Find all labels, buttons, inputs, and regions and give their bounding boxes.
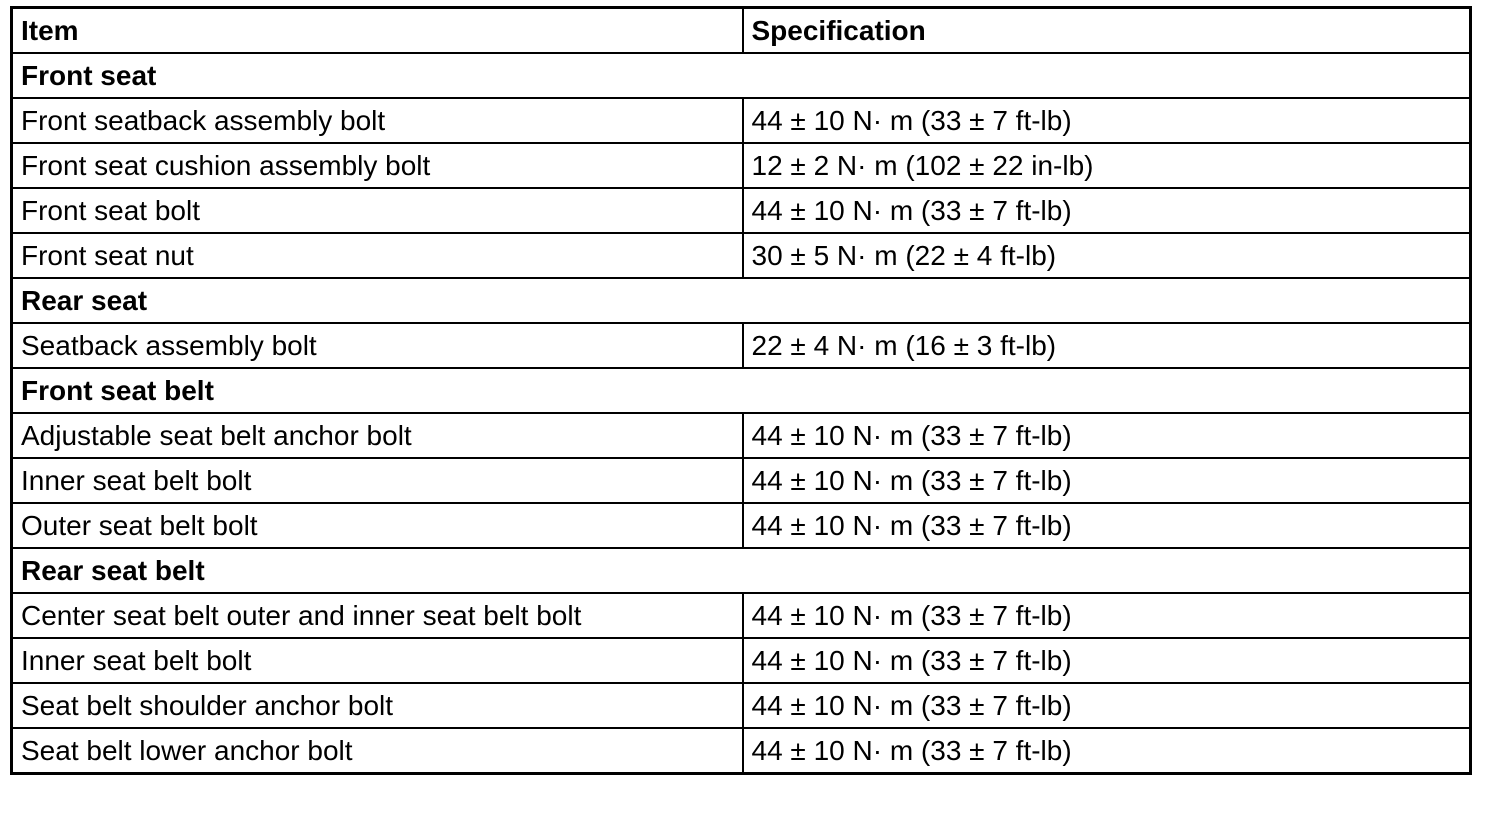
- spec-cell: 44 ± 10 N· m (33 ± 7 ft-lb): [743, 98, 1471, 143]
- table-row: [12, 593, 1471, 638]
- table-header-row: [12, 8, 1471, 54]
- section-title-front-seat-belt: Front seat belt: [12, 368, 1471, 413]
- item-cell: Inner seat belt bolt: [12, 638, 743, 683]
- table-row: [12, 143, 1471, 188]
- table-row: [12, 323, 1471, 368]
- item-cell: Front seat bolt: [12, 188, 743, 233]
- table-row: [12, 98, 1471, 143]
- item-cell: Center seat belt outer and inner seat belt bolt: [12, 593, 743, 638]
- spec-cell: 44 ± 10 N· m (33 ± 7 ft-lb): [743, 683, 1471, 728]
- item-cell: Seat belt lower anchor bolt: [12, 728, 743, 774]
- item-cell: Front seat cushion assembly bolt: [12, 143, 743, 188]
- spec-cell: 44 ± 10 N· m (33 ± 7 ft-lb): [743, 413, 1471, 458]
- spec-cell: 44 ± 10 N· m (33 ± 7 ft-lb): [743, 593, 1471, 638]
- spec-cell: 44 ± 10 N· m (33 ± 7 ft-lb): [743, 728, 1471, 774]
- table-row: [12, 728, 1471, 774]
- table-row: [12, 233, 1471, 278]
- section-title-rear-seat-belt: Rear seat belt: [12, 548, 1471, 593]
- item-cell: Seat belt shoulder anchor bolt: [12, 683, 743, 728]
- item-cell: Front seatback assembly bolt: [12, 98, 743, 143]
- item-cell: Adjustable seat belt anchor bolt: [12, 413, 743, 458]
- spec-cell: 44 ± 10 N· m (33 ± 7 ft-lb): [743, 503, 1471, 548]
- spec-cell: 22 ± 4 N· m (16 ± 3 ft-lb): [743, 323, 1471, 368]
- spec-cell: 12 ± 2 N· m (102 ± 22 in-lb): [743, 143, 1471, 188]
- spec-cell: 44 ± 10 N· m (33 ± 7 ft-lb): [743, 188, 1471, 233]
- table-row: [12, 503, 1471, 548]
- spec-cell: 44 ± 10 N· m (33 ± 7 ft-lb): [743, 638, 1471, 683]
- item-cell: Seatback assembly bolt: [12, 323, 743, 368]
- spec-cell: 30 ± 5 N· m (22 ± 4 ft-lb): [743, 233, 1471, 278]
- section-title-rear-seat: Rear seat: [12, 278, 1471, 323]
- section-header-row: [12, 278, 1471, 323]
- item-cell: Front seat nut: [12, 233, 743, 278]
- spec-cell: 44 ± 10 N· m (33 ± 7 ft-lb): [743, 458, 1471, 503]
- item-cell: Outer seat belt bolt: [12, 503, 743, 548]
- column-header-item: Item: [12, 8, 743, 54]
- torque-spec-table: [10, 6, 1472, 775]
- table-row: [12, 188, 1471, 233]
- table-row: [12, 458, 1471, 503]
- section-header-row: [12, 368, 1471, 413]
- item-cell: Inner seat belt bolt: [12, 458, 743, 503]
- column-header-specification: Specification: [743, 8, 1471, 54]
- section-header-row: [12, 548, 1471, 593]
- table-row: [12, 413, 1471, 458]
- section-header-row: [12, 53, 1471, 98]
- section-title-front-seat: Front seat: [12, 53, 1471, 98]
- table-row: [12, 683, 1471, 728]
- table-row: [12, 638, 1471, 683]
